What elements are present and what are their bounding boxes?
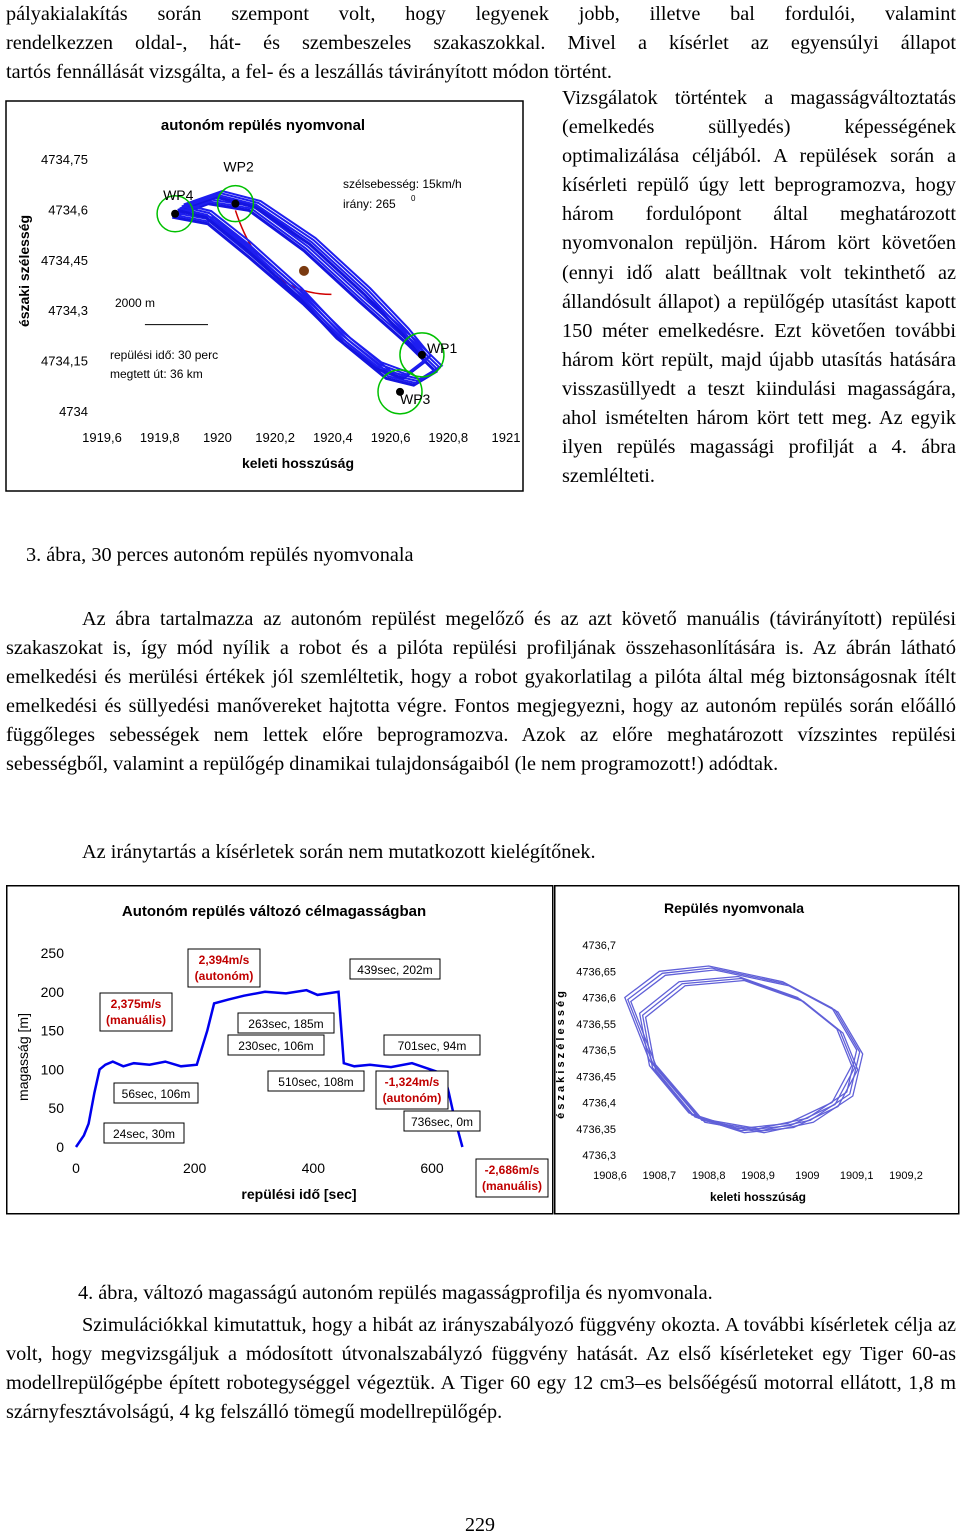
fig3-waypoint-label: WP1 [426, 339, 458, 356]
fig3-deg: 0 [411, 194, 416, 203]
fig3-x-tick: 1919,8 [139, 430, 180, 445]
fig4a-x-tick: 0 [72, 1160, 80, 1176]
fig4b-y-tick: 4736,45 [576, 1071, 616, 1084]
fig3-waypoint-dot [418, 351, 426, 359]
fig4a-y-tick: 250 [40, 945, 64, 961]
fig4a-y-tick: 100 [40, 1061, 64, 1078]
fig4b-x-tick: 1908,6 [593, 1170, 627, 1182]
fig3-x-tick: 1919,6 [82, 430, 122, 445]
fig3-waypoint-label: WP3 [400, 390, 431, 407]
top-line-1: pályakialakítás során szempont volt, hogy legyenek jobb, illetve bal fordulói, valamint [6, 3, 956, 25]
fig3-y-tick: 4734,15 [41, 353, 88, 369]
figure-4-altitude-chart [6, 885, 554, 1215]
fig4b-y-tick: 4736,6 [582, 992, 616, 1005]
fig4a-annotation-text: 2,394m/s (autonóm) [194, 953, 254, 983]
figure-4-trajectory-chart [554, 885, 960, 1215]
paragraph-3: Az iránytartás a kísérletek során nem mutatkozott kielégítőnek. [82, 841, 596, 863]
figure-4-caption: 4. ábra, változó magasságú autonóm repülés magasságprofilja és nyomvonala. [78, 1282, 713, 1305]
page-number: 229 [465, 1514, 495, 1536]
fig4b-y-tick: 4736,65 [576, 966, 616, 979]
fig4a-y-tick: 200 [40, 983, 64, 1000]
side-paragraph: Vizsgálatok történtek a magasságváltoztatás (emelkedés süllyedés) képességének optimalizálása céljából. A repülések során a kísérleti repülő úgy lett beprogramozva, hogy három fordulópont által meghatározott nyomvonalon repüljön. Három kört követően (ennyi idő alatt beálltnak volt tekinthető az állandósult állapot) a repülőgép utasítást kapott 150 méter emelkedésre. Ezt követően további három kört repült, majd újabb utasítás hatására visszasüllyedt a teszt kiindulási magasságára, ahol ismételten három kört tett meg. Az egyik ilyen repülés magassági profilját a 4. ábra szemlélteti. [562, 87, 956, 488]
fig4b-x-tick: 1909 [795, 1170, 820, 1182]
fig3-x-tick: 1920,4 [312, 430, 353, 445]
figure-3-caption: 3. ábra, 30 perces autonóm repülés nyomvonala [26, 544, 414, 567]
fig4a-annotation [476, 1159, 548, 1197]
fig3-y-tick: 4734 [59, 404, 88, 419]
fig4b-y-tick: 4736,5 [582, 1045, 616, 1057]
fig4b-x-tick: 1908,9 [741, 1170, 775, 1182]
fig3-dir: irány: 265 [343, 197, 396, 211]
fig3-wind: szélsebesség: 15km/h [343, 177, 462, 191]
fig4a-annotation-text: -1,324m/s (autonóm) [382, 1075, 442, 1105]
fig4a-ylabel: magasság [m] [15, 1013, 31, 1101]
fig4a-annotation-text: 510sec, 108m [278, 1075, 354, 1089]
fig3-title: autonóm repülés nyomvonal [160, 117, 366, 134]
fig4a-annotation [404, 1111, 480, 1131]
fig4a-xlabel: repülési idő [sec] [241, 1186, 357, 1202]
fig4a-annotation [104, 1123, 184, 1143]
fig3-time: repülési idő: 30 perc [110, 348, 219, 362]
fig3-x-tick: 1920,2 [255, 430, 296, 445]
fig4b-x-tick: 1909,1 [839, 1170, 874, 1182]
fig4a-annotation-text: 2,375m/s (manuális) [105, 997, 167, 1027]
fig3-dist: megtett út: 36 km [110, 367, 203, 381]
fig4a-annotation-text: 24sec, 30m [112, 1127, 176, 1141]
fig3-y-tick: 4734,6 [48, 202, 88, 218]
fig3-x-tick: 1920,8 [428, 430, 469, 445]
paragraph-4: Szimulációkkal kimutattuk, hogy a hibát az irányszabályozó függvény okozta. A további kísérletek célja az volt, hogy megvizsgáljuk a módosított útvonalszabályzó függvény hatását. Az első kísérleteket egy Tiger 60-as modellrepülőgépbe épített robotegységgel végeztük. A Tiger 60 egy 12 cm3–es belsőégésű motorral ellátott, 1,8 m szárnyfesztávolságú, 4 kg felszálló tömegű modellrepülőgép. [6, 1314, 956, 1423]
fig3-x-tick: 1920 [202, 430, 232, 445]
fig3-waypoint-dot [231, 200, 239, 208]
fig4a-annotation-text: -2,686m/s (manuális) [481, 1163, 543, 1193]
fig3-y-tick: 4734,3 [48, 303, 88, 319]
fig4a-annotation [238, 1013, 334, 1033]
fig3-waypoint-label: WP4 [163, 186, 194, 203]
fig4a-x-tick: 400 [301, 1160, 326, 1176]
fig4a-annotation-text: 439sec, 202m [357, 963, 433, 977]
fig4a-annotation [376, 1071, 448, 1109]
top-line-2: rendelkezzen oldal-, hát- és szembeszeles szakaszokkal. Mivel a kísérlet az egyensúlyi állapot [6, 32, 956, 54]
fig4a-y-tick: 50 [48, 1100, 64, 1117]
fig4b-y-tick: 4736,55 [576, 1018, 616, 1031]
fig3-ylabel: északi szélesség [16, 214, 32, 328]
fig4a-x-tick: 600 [420, 1160, 444, 1176]
fig4a-annotation-text: 736sec, 0m [410, 1115, 474, 1129]
top-line-3: tartós fennállását vizsgálta, a fel- és a leszállás távirányított módon történt. [6, 61, 612, 83]
fig3-y-tick: 4734,45 [41, 252, 88, 268]
fig4a-annotation-text: 701sec, 94m [397, 1039, 467, 1053]
fig4b-x-tick: 1908,7 [642, 1170, 677, 1182]
fig4b-x-tick: 1909,2 [889, 1170, 923, 1182]
fig4a-x-tick: 200 [182, 1160, 207, 1176]
fig4a-annotation-text: 230sec, 106m [238, 1039, 314, 1053]
fig4a-annotation [350, 959, 440, 979]
fig4a-annotation [188, 949, 260, 987]
fig3-waypoint-label: WP2 [223, 158, 254, 175]
fig4a-annotation-text: 263sec, 185m [248, 1017, 324, 1031]
fig3-y-tick: 4734,75 [41, 152, 88, 167]
fig4a-annotation [268, 1071, 364, 1091]
fig4b-y-tick: 4736,3 [582, 1150, 616, 1162]
fig4a-annotation [228, 1035, 324, 1055]
fig4a-annotation [384, 1035, 480, 1055]
paragraph-2: Az ábra tartalmazza az autonóm repülést megelőző és az azt követő manuális (távirányított) repülési szakaszokat is, így mód nyílik a robot és a pilóta repülési profiljának összehasonlítására is. Az ábrán látható emelkedési és merülési értékek jól szemléltetik, hogy a robot gyakorlatilag a pilóta által még biztonságosnak ítélt emelkedési és süllyedési manővereket hajtotta végre. Fontos megjegyezni, hogy az autonóm repülés során előálló függőleges sebességek nem lettek előre beprogramozva. Azok az előre meghatározott vízszintes repülési sebességből, valamint a repülőgép dinamikai tulajdonságaiból (le nem programozott!) adódtak. [6, 608, 956, 775]
fig4b-y-tick: 4736,7 [582, 940, 616, 952]
fig3-x-tick: 1920,6 [370, 430, 411, 445]
fig3-scale: 2000 m [115, 296, 156, 310]
fig3-waypoint-dot [171, 210, 179, 218]
fig4b-xlabel: keleti hosszúság [709, 1190, 807, 1204]
fig3-xlabel: keleti hosszúság [241, 455, 355, 471]
fig4b-y-tick: 4736,35 [576, 1123, 616, 1136]
fig4b-x-tick: 1908,8 [691, 1170, 726, 1182]
fig4a-annotation-text: 56sec, 106m [121, 1087, 191, 1101]
fig4b-title: Repülés nyomvonala [663, 900, 805, 916]
fig3-aircraft-icon [299, 266, 309, 276]
fig4b-y-tick: 4736,4 [582, 1097, 616, 1110]
fig4a-annotation [100, 993, 172, 1031]
fig4a-y-tick: 150 [40, 1022, 64, 1039]
fig4a-annotation [114, 1083, 198, 1103]
fig3-x-tick: 1921 [491, 430, 521, 445]
fig4b-ylabel: é s z a k i s z é l e s s é g [555, 991, 567, 1119]
fig4a-title: Autonóm repülés változó célmagasságban [121, 903, 427, 920]
figure-3-trajectory-chart [0, 96, 540, 496]
fig4a-y-tick: 0 [56, 1139, 64, 1155]
